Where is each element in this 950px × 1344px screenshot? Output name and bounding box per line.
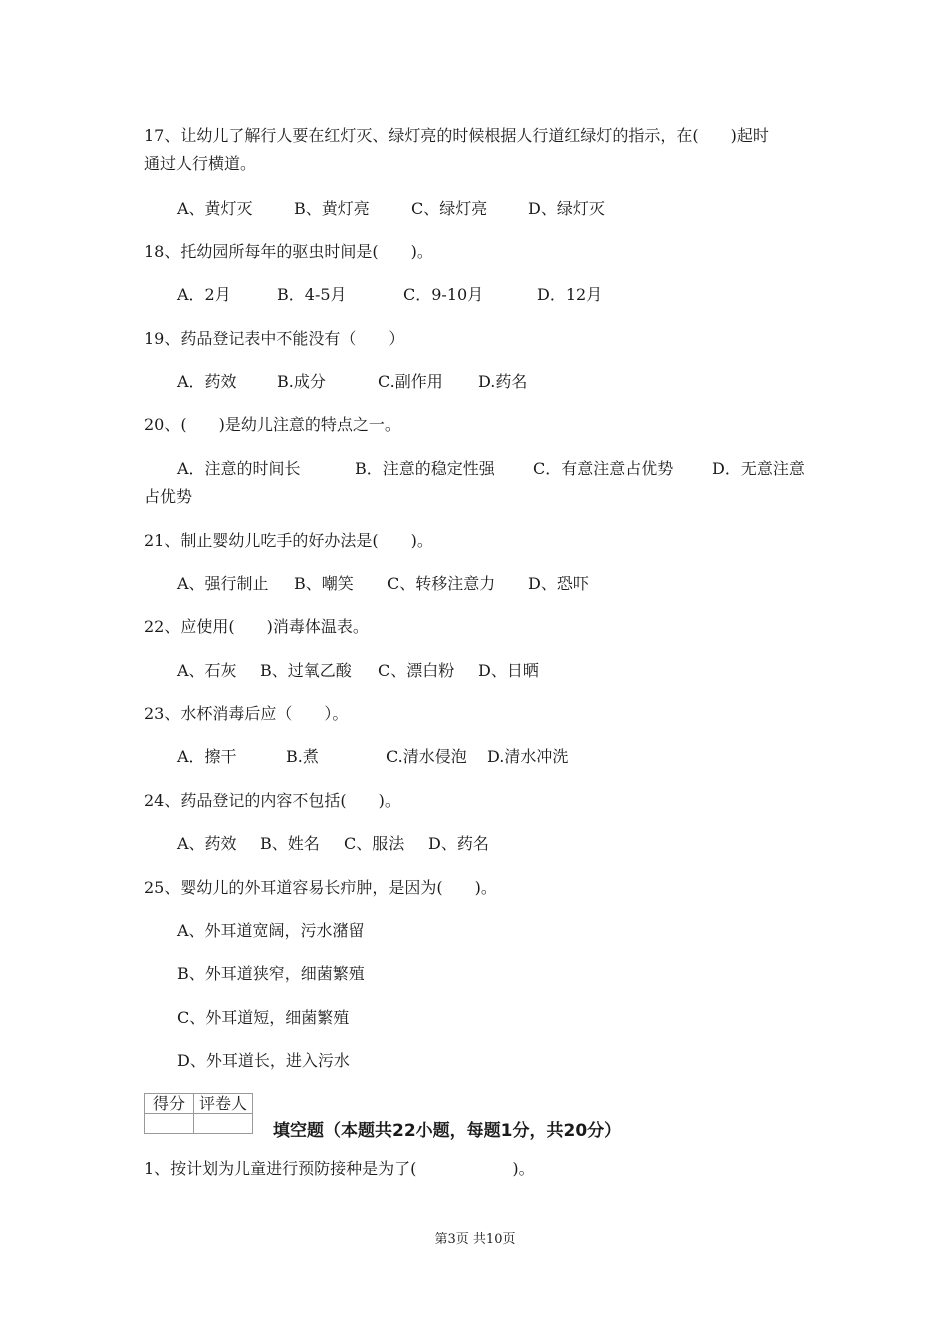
q24-option-d: D、药名	[428, 834, 489, 853]
question-21-stem: 21、制止婴幼儿吃手的好办法是( )。	[144, 531, 433, 550]
q20-option-a: A．注意的时间长	[177, 459, 301, 478]
grader-label: 评卷人	[194, 1094, 253, 1114]
q17-option-b: B、黄灯亮	[294, 199, 370, 218]
question-23-stem: 23、水杯消毒后应（ ）。	[144, 704, 349, 723]
q19-option-d: D.药名	[478, 372, 528, 391]
question-20-stem: 20、( )是幼儿注意的特点之一。	[144, 415, 401, 434]
q23-option-a: A．擦干	[177, 747, 237, 766]
q19-option-c: C.副作用	[378, 372, 443, 391]
q25-option-b: B、外耳道狭窄，细菌繁殖	[177, 964, 365, 983]
question-25-stem: 25、婴幼儿的外耳道容易长疖肿，是因为( )。	[144, 878, 497, 897]
q25-option-a: A、外耳道宽阔，污水潴留	[177, 921, 365, 940]
q24-option-a: A、药效	[177, 834, 237, 853]
question-19-stem: 19、药品登记表中不能没有（ ）	[144, 329, 405, 348]
q21-option-a: A、强行制止	[177, 574, 269, 593]
q21-option-d: D、恐吓	[528, 574, 589, 593]
q21-option-c: C、转移注意力	[387, 574, 496, 593]
section-title: 填空题（本题共22小题，每题1分，共20分）	[273, 1121, 622, 1141]
q23-option-c: C.清水侵泡	[386, 747, 467, 766]
q17-option-a: A、黄灯灭	[177, 199, 253, 218]
q20-option-d-wrap: 占优势	[144, 487, 193, 506]
q24-option-c: C、服法	[344, 834, 405, 853]
question-24-stem: 24、药品登记的内容不包括( )。	[144, 791, 401, 810]
score-label: 得分	[145, 1094, 194, 1114]
q22-option-a: A、石灰	[177, 661, 237, 680]
q22-option-b: B、过氧乙酸	[260, 661, 352, 680]
q25-option-c: C、外耳道短，细菌繁殖	[177, 1008, 350, 1027]
score-box	[144, 1093, 253, 1134]
q23-option-b: B.煮	[286, 747, 319, 766]
fill-question-1: 1、按计划为儿童进行预防接种是为了( )。	[144, 1159, 535, 1178]
q20-option-c: C．有意注意占优势	[533, 459, 674, 478]
q22-option-d: D、日晒	[478, 661, 539, 680]
q18-option-a: A．2月	[177, 285, 231, 304]
question-22-stem: 22、应使用( )消毒体温表。	[144, 617, 369, 636]
q23-option-d: D.清水冲洗	[487, 747, 569, 766]
score-cell	[145, 1114, 194, 1134]
q22-option-c: C、漂白粉	[378, 661, 455, 680]
q17-option-c: C、绿灯亮	[411, 199, 488, 218]
q21-option-b: B、嘲笑	[294, 574, 354, 593]
q18-option-c: C．9-10月	[403, 285, 484, 304]
q20-option-b: B．注意的稳定性强	[355, 459, 495, 478]
q19-option-a: A．药效	[177, 372, 237, 391]
q24-option-b: B、姓名	[260, 834, 320, 853]
q17-option-d: D、绿灯灭	[528, 199, 605, 218]
question-18-stem: 18、托幼园所每年的驱虫时间是( )。	[144, 242, 433, 261]
question-17-stem: 17、让幼儿了解行人要在红灯灭、绿灯亮的时候根据人行道红绿灯的指示，在( )起时	[144, 126, 769, 145]
q25-option-d: D、外耳道长，进入污水	[177, 1051, 350, 1070]
grader-cell	[194, 1114, 253, 1134]
q18-option-d: D．12月	[537, 285, 603, 304]
q18-option-b: B．4-5月	[277, 285, 347, 304]
q20-option-d: D．无意注意	[712, 459, 805, 478]
q19-option-b: B.成分	[277, 372, 326, 391]
question-17-stem-cont: 通过人行横道。	[144, 154, 257, 173]
page-footer: 第3页 共10页	[434, 1232, 516, 1247]
